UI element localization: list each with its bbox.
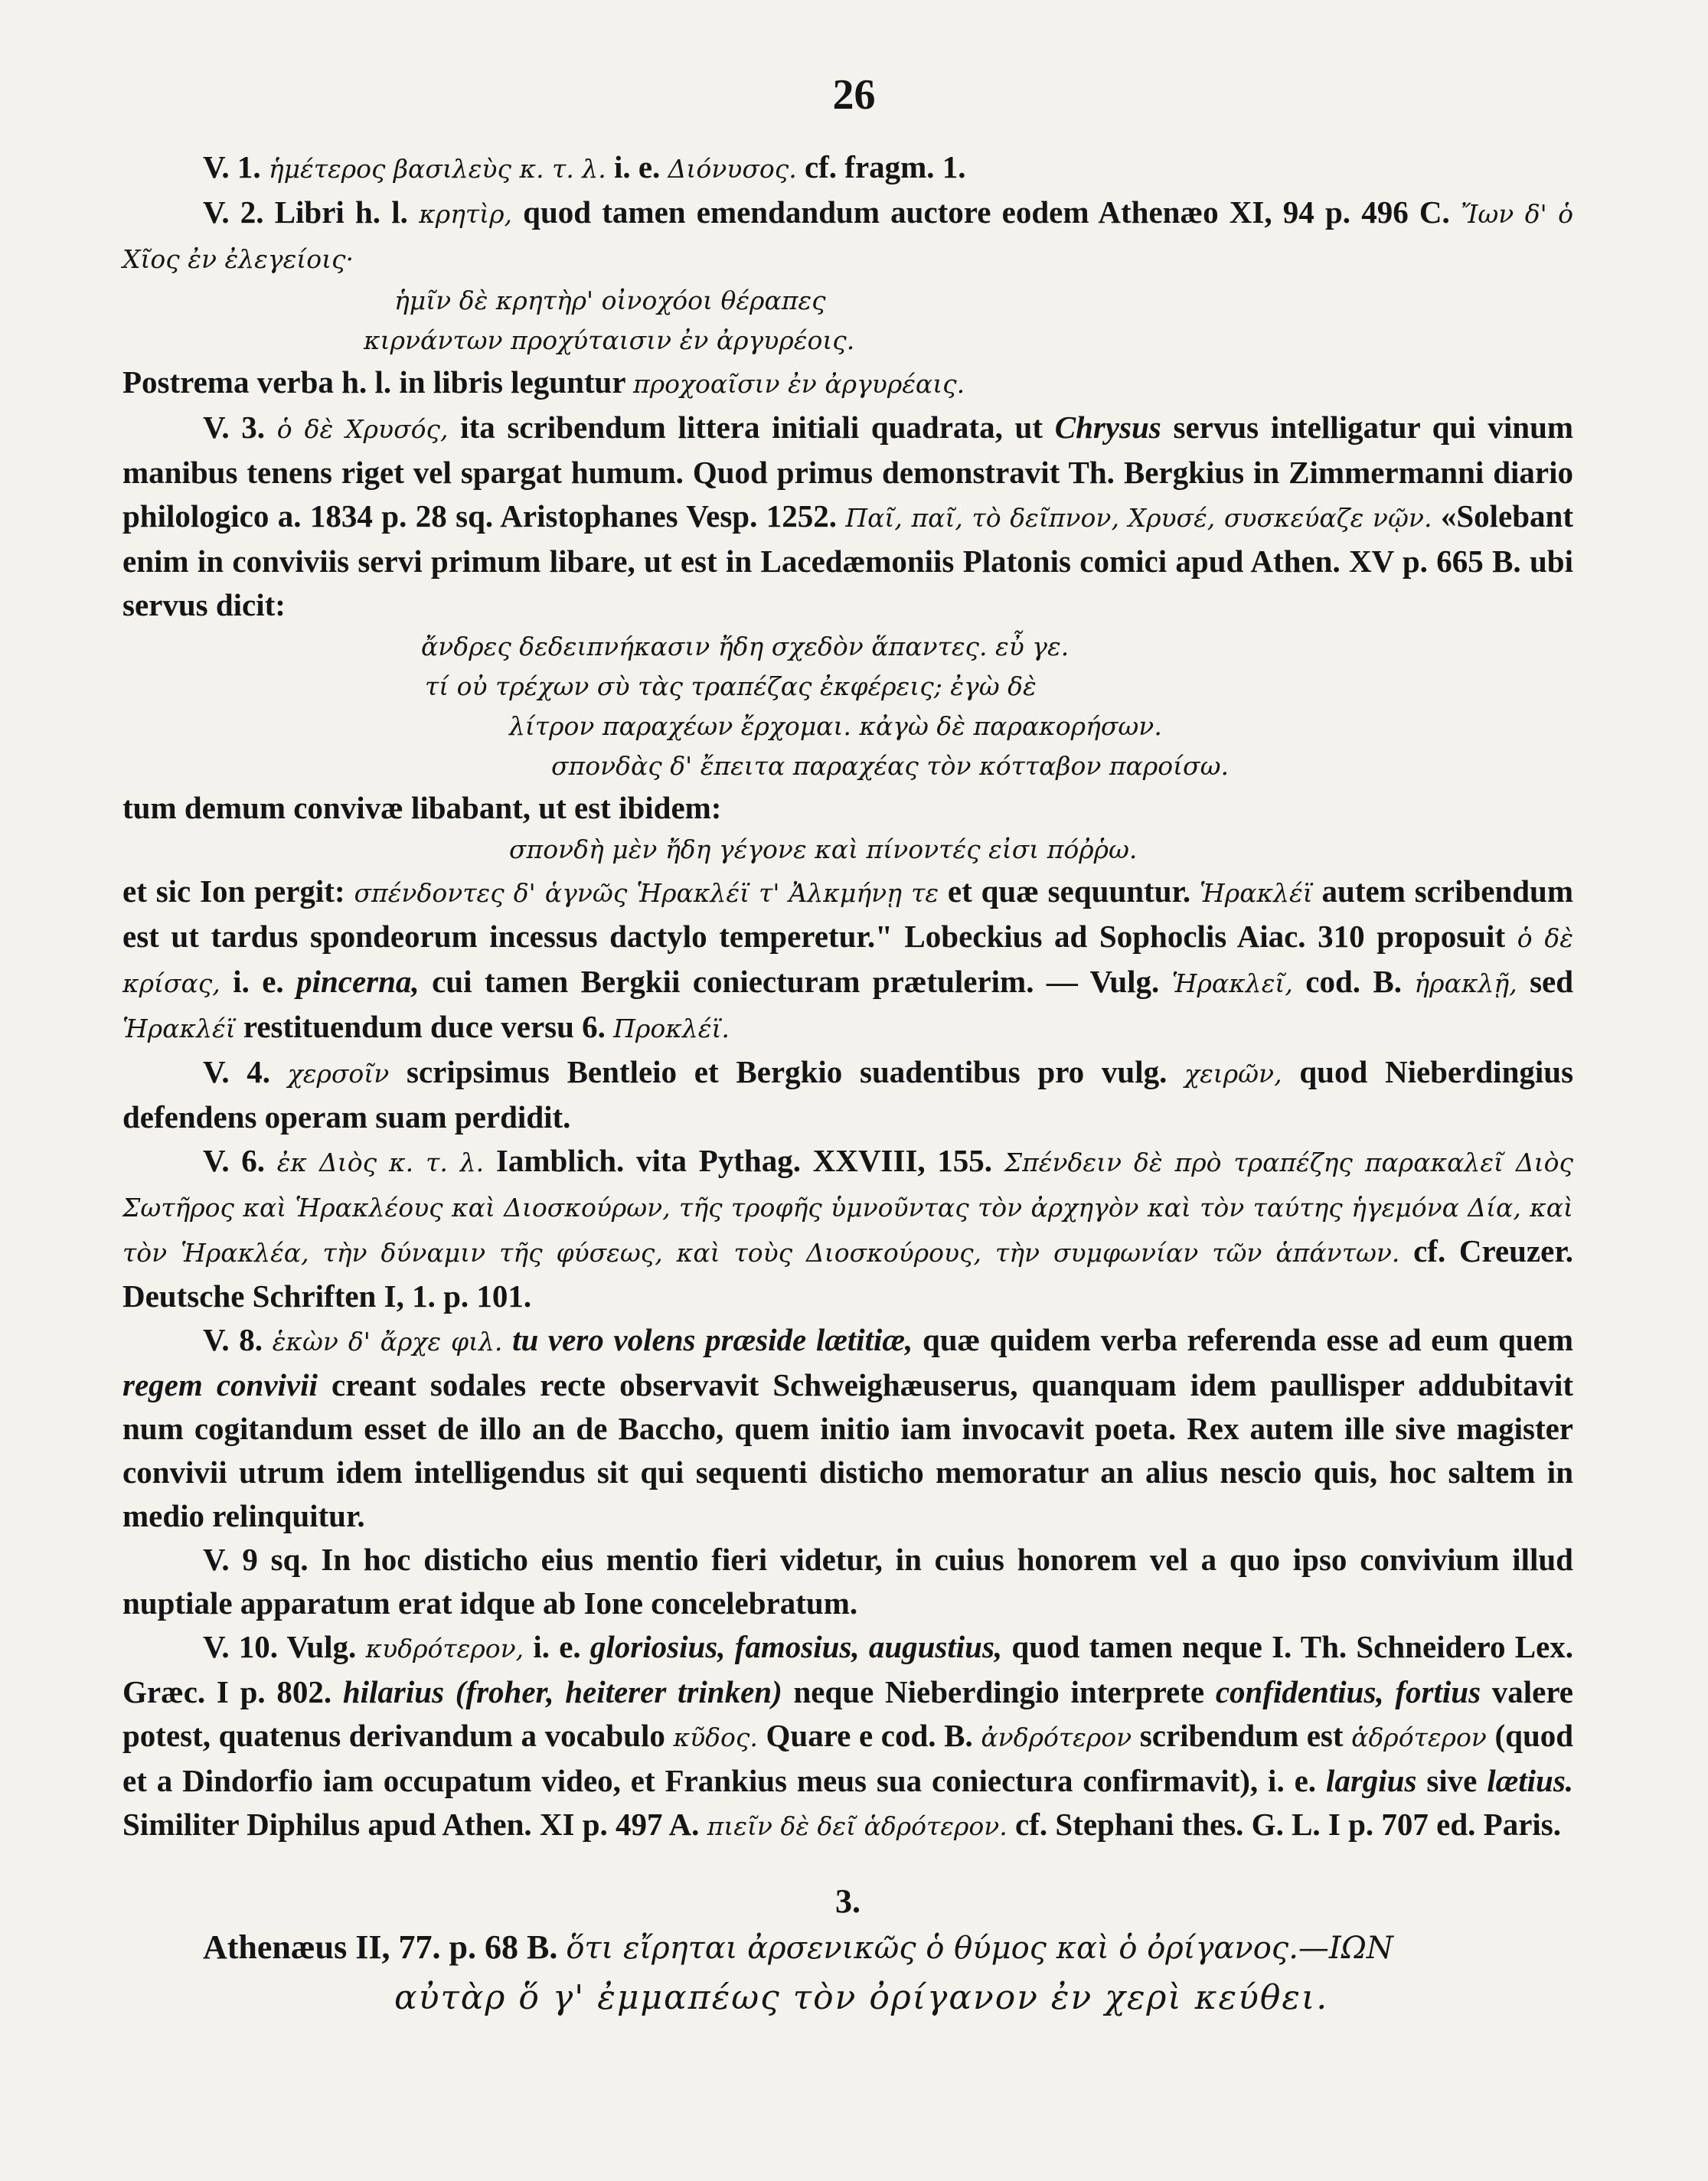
verse-quote: λίτρον παραχέων ἔρχομαι. κἀγὼ δὲ παρακορήσων. [509,711,1162,741]
latin-text: scripsimus Bentleio et Bergkio suadentibus pro vulg. [407,1054,1168,1089]
verse-ref: V. 6. [203,1143,266,1178]
latin-text: V. 10. Vulg. [203,1629,357,1664]
italic-text: regem convivii [122,1367,318,1402]
greek-text: ἡρακλῇ, [1414,968,1517,998]
latin-text: creant sodales recte observavit Schweighæuserus, quanquam idem paullisper addubitavit num cogitandum esset de illo an de Baccho, quem initio iam invocavit poeta. Rex autem ille sive magister convivii utrum idem intelligendus sit qui sequenti disticho memoratur an alius nescio quis, hoc saltem in medio relinquitur. [122,1367,1574,1533]
latin-text: V. 2. Libri h. l. [203,194,408,230]
latin-text: restituendum duce versu 6. [243,1009,606,1044]
section-source-line [122,1925,1573,1971]
latin-text: autem scribendum est ut tardus spondeorum incessus dactylo temperetur." Lobeckius ad Sophoclis Aiac. 310 proposuit [122,873,1574,954]
italic-text: lætius. [1487,1763,1574,1798]
greek-text: Παῖ, παῖ, τὸ δεῖπνον, Χρυσέ, συσκεύαζε νῷν. [845,503,1432,533]
latin-text: ita scribendum littera initiali quadrata, ut [460,410,1043,445]
latin-text: cf. Creuzer. Deutsche Schriften I, 1. p. 101. [122,1233,1574,1314]
verse-ref: V. 4. [203,1054,271,1089]
italic-text: Chrysus [1054,410,1161,445]
italic-text: hilarius (froher, heiterer trinken) [342,1674,782,1709]
latin-text: tum demum convivæ libabant, ut est ibidem: [122,790,722,825]
note-sic-ion [122,870,1573,1050]
latin-text: quod Nieberdingius defendens operam suam perdidit. [122,1054,1574,1135]
note-v10 [122,1625,1573,1848]
verse-quote: κιρνάντων προχύταισιν ἐν ἀργυρέοις. [364,325,855,355]
greek-text: σπένδοντες δ' ἁγνῶς Ἡρακλέϊ τ' Ἀλκμήνῃ τε [354,878,939,908]
latin-text: Postrema verba h. l. in libris leguntur [122,364,625,400]
italic-text: gloriosius, famosius, augustius, [589,1629,1003,1664]
greek-text: κῦδος. [673,1722,758,1752]
latin-text: Similiter Diphilus apud Athen. XI p. 497 A. [122,1807,700,1842]
greek-text: Προκλέϊ. [613,1014,730,1043]
greek-text: ἡμέτερος βασιλεὺς κ. τ. λ. [268,154,606,184]
verse-ref: V. 8. [203,1322,263,1357]
latin-text: Iamblich. vita Pythag. XXVIII, 155. [495,1143,993,1178]
verse-ref: V. 1. [203,149,261,184]
latin-text: V. 9 sq. In hoc disticho eius mentio fieri videtur, in cuius honorem vel a quo ipso convivium illud nuptiale apparatum erat idque ab Ione concelebratum. [122,1542,1573,1621]
note-v4 [122,1050,1573,1139]
greek-text: Διόνυσος. [668,154,797,184]
greek-text: ἐκ Διὸς κ. τ. λ. [276,1148,485,1177]
latin-text: sive [1426,1763,1478,1798]
latin-text: neque Nieberdingio interprete [793,1674,1205,1709]
note-v8 [122,1318,1573,1538]
greek-text: χερσοῖν [287,1059,390,1089]
greek-text: ἀνδρότερον [981,1722,1132,1752]
note-v1 [122,145,1573,191]
latin-text: sed [1530,964,1574,999]
verse-quote: ἄνδρες δεδειπνήκασιν ἤδη σχεδὸν ἅπαντες. εὖ γε. [421,632,1070,661]
latin-text: cod. B. [1305,964,1402,999]
greek-text: Ἴων δ' ὁ Χῖος ἐν ἐλεγείοις· [122,199,1573,274]
latin-text: servus intelligatur qui vinum manibus tenens riget vel spargat humum. Quod primus demonstravit Th. Bergkius in Zimmermanni diario philologico a. 1834 p. 28 sq. Aristophanes Vesp. 1252. [122,410,1574,534]
note-postrema [122,361,1573,406]
greek-text: Σπένδειν δὲ πρὸ τραπέζης παρακαλεῖ Διὸς Σωτῆρος καὶ Ἡρακλέους καὶ Διοσκούρων, τῆς τροφῆς ὑμνοῦντας τὸν ἀρχηγὸν καὶ τὸν ταύτης ἡγεμόνα Δία, καὶ τὸν Ἡρακλέα, τὴν δύναμιν τῆς φύσεως, καὶ τοὺς Διοσκούρους, τὴν συμφωνίαν τῶν ἁπάντων. [122,1148,1574,1268]
latin-text: (quod et a Dindorfio iam occupatum video, et Frankius meus sua coniectura confirmavit), i. e. [122,1718,1574,1798]
italic-text: confidentius, fortius [1215,1674,1481,1709]
note-tum-demum [122,786,1573,830]
latin-text: et quæ sequuntur. [947,873,1191,909]
greek-text: Ἡρακλεῖ, [1171,968,1293,998]
page-number: 26 [832,71,876,119]
note-v2 [122,191,1573,281]
latin-text: «Solebant enim in conviviis servi primum libare, ut est in Lacedæmoniis Platonis comici apud Athen. XV p. 665 B. ubi servus dicit: [122,498,1573,622]
italic-text: pincerna, [296,964,420,999]
section-number: 3. [835,1882,861,1920]
greek-text: πιεῖν δὲ δεῖ ἁδρότερον. [707,1811,1007,1841]
page-body [122,145,1573,2025]
greek-text: ὅτι εἴρηται ἀρσενικῶς ὁ θύμος καὶ ὁ ὀρίγανος.—ΙΩΝ [566,1931,1393,1966]
latin-text: quæ quidem verba referenda esse ad eum quem [922,1322,1574,1357]
italic-text: tu vero volens præside lætitiæ, [512,1322,913,1357]
greek-text: Ἡρακλέϊ [1200,878,1313,908]
latin-text: i. e. [533,1629,581,1664]
latin-text: cui tamen Bergkii coniecturam prætulerim. — Vulg. [432,964,1160,999]
greek-text: Ἡρακλέϊ [122,1014,236,1043]
latin-text: cf. Stephani thes. G. L. I p. 707 ed. Paris. [1015,1807,1562,1842]
latin-text: Athenæus II, 77. p. 68 B. [203,1928,558,1966]
latin-text: valere potest, quatenus derivandum a vocabulo [122,1674,1574,1753]
italic-text: largius [1325,1763,1417,1798]
greek-text: ὁ δὲ Χρυσός, [276,414,449,444]
greek-text: προχοαῖσιν ἐν ἀργυρέαις. [633,369,965,399]
note-v3 [122,406,1573,627]
greek-text: ἑκὼν δ' ἄρχε φιλ. [272,1327,503,1357]
latin-text: quod tamen emendandum auctore eodem Athenæo XI, 94 p. 496 C. [523,194,1450,230]
verse-quote: τί οὐ τρέχων σὺ τὰς τραπέζας ἐκφέρεις; ἐγὼ δὲ [425,671,1037,701]
verse-quote: ἡμῖν δὲ κρητὴρ' οἰνοχόοι θέραπες [394,286,826,315]
latin-text: et sic Ion pergit: [122,873,345,909]
note-v9 [122,1538,1573,1625]
latin-text: i. e. [233,964,284,999]
greek-text: ἁδρότερον [1351,1722,1487,1752]
greek-text: χειρῶν, [1184,1059,1282,1089]
verse-ref: V. 3. [203,410,266,445]
latin-text: scribendum est [1139,1718,1344,1753]
note-v6 [122,1139,1573,1318]
verse-quote: σπονδὴ μὲν ἤδη γέγονε καὶ πίνοντές εἰσι πόῤῥω. [509,834,1138,864]
latin-text: quod tamen neque I. Th. Schneidero Lex. Græc. I p. 802. [122,1629,1574,1709]
greek-text: κρητὶρ, [419,199,512,229]
latin-text: i. e. [613,149,661,184]
greek-text: κυδρότερον, [365,1634,524,1664]
greek-text: ὁ δὲ κρίσας, [122,923,1573,998]
verse-quote: σπονδὰς δ' ἔπειτα παραχέας τὸν κότταβον παροίσω. [551,751,1229,781]
latin-text: Quare e cod. B. [766,1718,973,1753]
section-verse: αὐτὰρ ὅ γ' ἐμμαπέως τὸν ὀρίγανον ἐν χερὶ κεύθει. [394,1978,1329,2017]
latin-text: cf. fragm. 1. [804,149,966,184]
